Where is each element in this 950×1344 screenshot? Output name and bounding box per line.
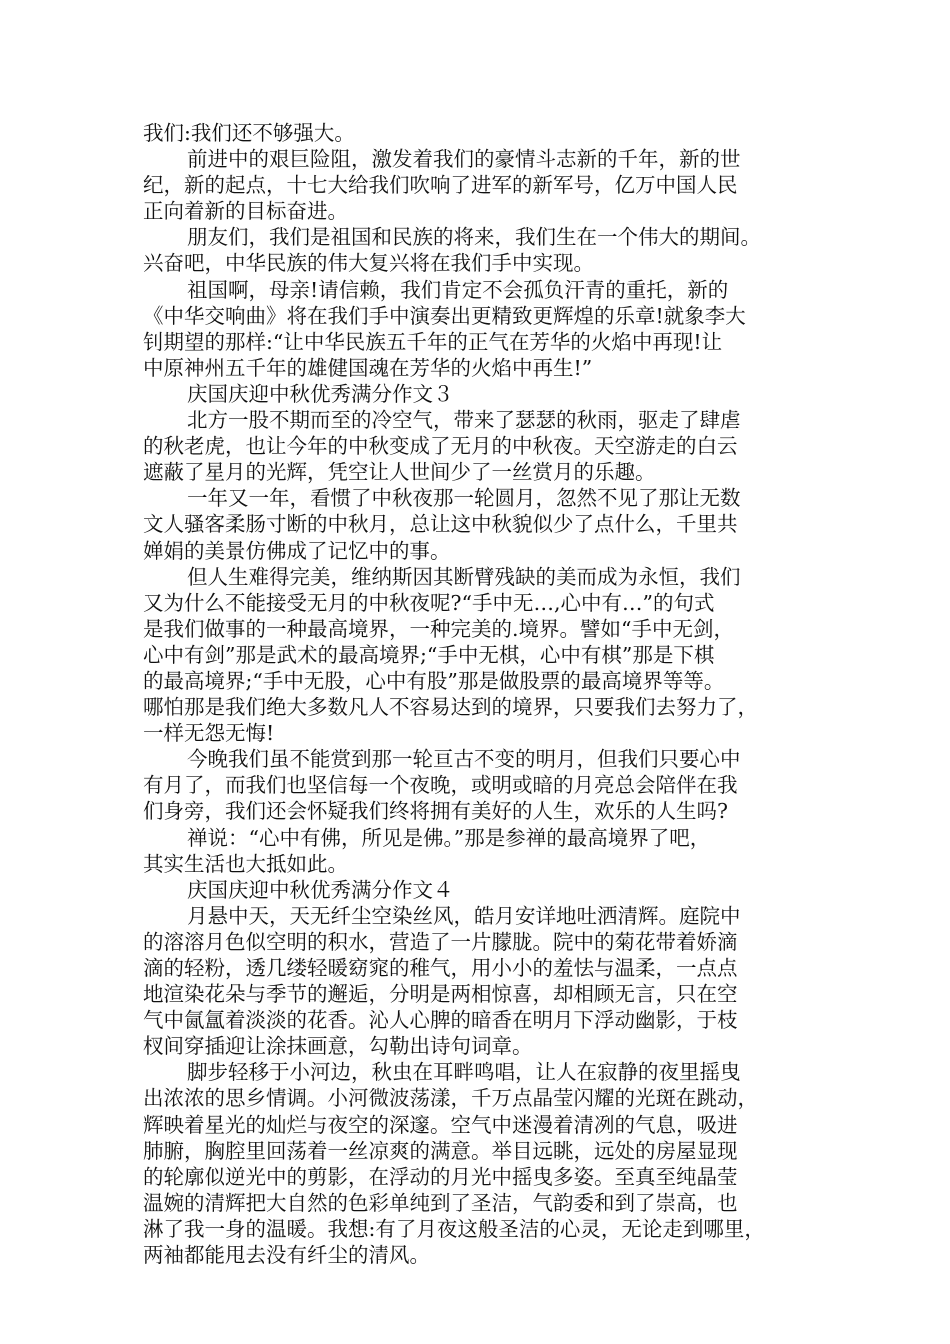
text-line: 哪怕那是我们绝大多数凡人不容易达到的境界，只要我们去努力了， xyxy=(143,695,758,720)
text-line: 肺腑，胸腔里回荡着一丝凉爽的满意。举目远眺，远处的房屋显现 xyxy=(143,1138,738,1163)
text-line: 前进中的艰巨险阻，激发着我们的豪情斗志新的千年，新的世 xyxy=(187,147,741,172)
text-line: 出浓浓的思乡情调。小河微波荡漾，千万点晶莹闪耀的光斑在跳动， xyxy=(143,1086,758,1111)
text-line: 是我们做事的一种最高境界，一种完美的.境界。譬如“手中无剑， xyxy=(143,616,734,641)
text-line: 们身旁，我们还会怀疑我们终将拥有美好的人生，欢乐的人生吗? xyxy=(143,799,728,824)
text-line: 地渲染花朵与季节的邂逅，分明是两相惊喜，却相顾无言，只在空 xyxy=(143,982,738,1007)
text-line: 月悬中天，天无纤尘空染丝风，皓月安详地吐洒清辉。庭院中 xyxy=(187,903,741,928)
text-line: 文人骚客柔肠寸断的中秋月，总让这中秋貌似少了点什么，千里共 xyxy=(143,512,738,537)
text-line: 今晚我们虽不能赏到那一轮亘古不变的明月，但我们只要心中 xyxy=(187,747,741,772)
text-line: 杈间穿插迎让涂抹画意，勾勒出诗句词章。 xyxy=(143,1034,533,1059)
text-line: 又为什么不能接受无月的中秋夜呢?“手中无…,心中有…”的句式 xyxy=(143,590,715,615)
text-line: 心中有剑”那是武术的最高境界;“手中无棋，心中有棋”那是下棋 xyxy=(143,642,715,667)
text-line: 庆国庆迎中秋优秀满分作文４ xyxy=(187,877,454,902)
text-line: 温婉的清辉把大自然的色彩单纯到了圣洁，气韵委和到了崇高，也 xyxy=(143,1190,738,1215)
text-line: 一年又一年，看惯了中秋夜那一轮圆月，忽然不见了那让无数 xyxy=(187,486,741,511)
text-line: 有月了，而我们也坚信每一个夜晚，或明或暗的月亮总会陪伴在我 xyxy=(143,773,738,798)
text-line: 北方一股不期而至的冷空气，带来了瑟瑟的秋雨，驱走了肆虐 xyxy=(187,408,741,433)
text-line: 一样无怨无悔! xyxy=(143,721,275,746)
text-line: 纪，新的起点，十七大给我们吹响了进军的新军号，亿万中国人民 xyxy=(143,173,738,198)
text-line: 正向着新的目标奋进。 xyxy=(143,199,348,224)
text-line: 滴的轻粉，透几缕轻暖窈窕的稚气，用小小的羞怯与温柔，一点点 xyxy=(143,956,738,980)
text-line: 《中华交响曲》将在我们手中演奏出更精致更辉煌的乐章!就象李大 xyxy=(143,303,746,328)
text-line: 庆国庆迎中秋优秀满分作文３ xyxy=(187,381,454,406)
text-line: 气中氤氲着淡淡的花香。沁人心脾的暗香在明月下浮动幽影，于枝 xyxy=(143,1008,738,1033)
text-line: 祖国啊，母亲!请信赖，我们肯定不会孤负汗青的重托，新的 xyxy=(187,277,729,302)
text-line: 朋友们，我们是祖国和民族的将来，我们生在一个伟大的期间。 xyxy=(187,225,761,250)
text-line: 脚步轻移于小河边，秋虫在耳畔鸣唱，让人在寂静的夜里摇曳 xyxy=(187,1060,741,1085)
text-line: 我们:我们还不够强大。 xyxy=(143,121,355,145)
text-line: 婵娟的美景仿佛成了记忆中的事。 xyxy=(143,538,451,563)
text-line: 但人生难得完美，维纳斯因其断臂残缺的美而成为永恒，我们 xyxy=(187,564,741,589)
text-line: 淋了我一身的温暖。我想:有了月夜这般圣洁的心灵，无论走到哪里， xyxy=(143,1216,765,1241)
text-line: 的秋老虎，也让今年的中秋变成了无月的中秋夜。天空游走的白云 xyxy=(143,434,738,459)
text-line: 中原神州五千年的雄健国魂在芳华的火焰中再生!” xyxy=(143,355,593,380)
text-line: 的轮廓似逆光中的剪影，在浮动的月光中摇曳多姿。至真至纯晶莹 xyxy=(143,1164,738,1189)
text-line: 禅说：“心中有佛，所见是佛。”那是参禅的最高境界了吧， xyxy=(187,825,711,850)
document-body xyxy=(143,120,815,1268)
text-line: 辉映着星光的灿烂与夜空的深邃。空气中迷漫着清冽的气息，吸进 xyxy=(143,1112,738,1137)
text-line: 遮蔽了星月的光辉，凭空让人世间少了一丝赏月的乐趣。 xyxy=(143,460,656,485)
text-line: 兴奋吧，中华民族的伟大复兴将在我们手中实现。 xyxy=(143,251,594,276)
text-line: 钊期望的那样:“让中华民族五千年的正气在芳华的火焰中再现!让 xyxy=(143,329,723,354)
text-line: 的溶溶月色似空明的积水，营造了一片朦胧。院中的菊花带着娇滴 xyxy=(143,929,738,954)
text-line: 两袖都能甩去没有纤尘的清风。 xyxy=(143,1243,430,1268)
text-line: 其实生活也大抵如此。 xyxy=(143,851,348,876)
text-line: 的最高境界;“手中无股，心中有股”那是做股票的最高境界等等。 xyxy=(143,668,725,693)
